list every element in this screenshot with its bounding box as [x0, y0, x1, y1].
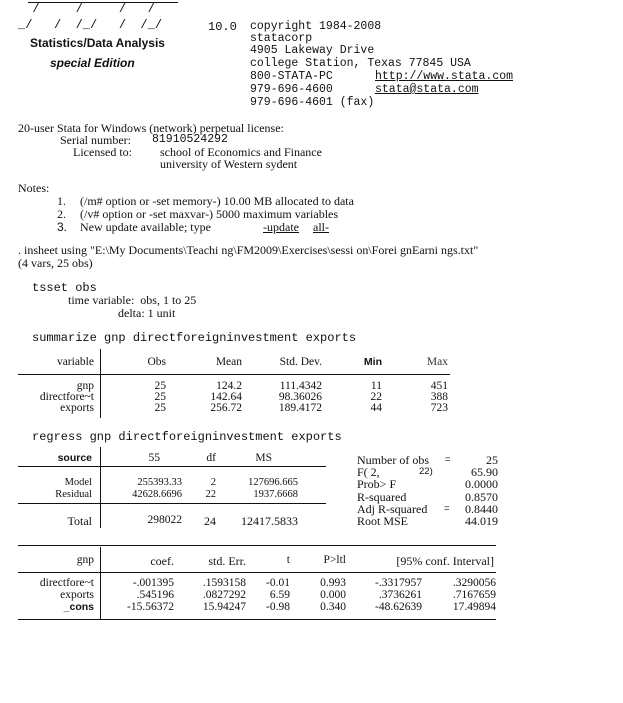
- coef-top-rule: [18, 545, 496, 546]
- anova-header-df: df: [206, 452, 216, 464]
- tsset-time-variable: time variable: obs, 1 to 25: [68, 293, 197, 307]
- coef-cell: -.3317957: [375, 577, 422, 589]
- anova-divider-h1: [18, 466, 326, 467]
- coef-cell: .3290056: [452, 577, 496, 589]
- coef-divider-h: [18, 572, 496, 573]
- logo-line-2: _/ / /_/ / /_/: [18, 18, 163, 32]
- summary-cell: 256.72: [210, 402, 242, 414]
- update-all-link[interactable]: all-: [313, 220, 329, 234]
- coef-cell: .0827292: [202, 589, 246, 601]
- summary-header-mean: Mean: [215, 356, 242, 368]
- coef-cell: .1593158: [202, 577, 246, 589]
- summary-cell: 142.64: [210, 391, 242, 403]
- summary-cell: 25: [154, 402, 166, 414]
- summary-cell: 189.4172: [278, 402, 322, 414]
- coef-header-t: t: [286, 554, 290, 566]
- update-command-link[interactable]: -update: [263, 220, 299, 234]
- notes-header: Notes:: [18, 181, 50, 195]
- fit-stat-value: 25: [486, 453, 498, 467]
- coef-cell: .3736261: [378, 589, 422, 601]
- version-number: 10.0: [208, 20, 237, 34]
- insheet-command: . insheet using "E:\My Documents\Teachi ng\FM2009\Exercises\sessi on\Forei gnEarni ngs.txt": [18, 243, 479, 257]
- phone-1: 800-STATA-PC: [250, 70, 333, 83]
- anova-total-ms: 12417.5833: [241, 514, 298, 528]
- note-3-text: New update available; type: [80, 220, 214, 234]
- insheet-result: (4 vars, 25 obs): [18, 256, 93, 270]
- anova-total-df: 24: [204, 514, 216, 528]
- coef-header-ci: [95% conf. Interval]: [396, 554, 494, 568]
- summary-header-obs: Obs: [147, 356, 166, 368]
- summary-cell: 25: [154, 391, 166, 403]
- anova-cell: 2: [210, 477, 216, 488]
- fit-stat-value: 65.90: [471, 465, 498, 480]
- summarize-command: summarize gnp directforeigninvestment exports: [32, 331, 357, 345]
- summary-cell: 22: [370, 391, 382, 403]
- tsset-delta: delta: 1 unit: [118, 306, 176, 320]
- note-2-text: (/v# option or -set maxvar-) 5000 maximum variables: [80, 207, 339, 221]
- coef-cell: .545196: [136, 589, 174, 601]
- edition-label: special Edition: [50, 56, 135, 70]
- note-3-number: 3.: [57, 220, 68, 234]
- coef-cell: 0.000: [320, 589, 346, 601]
- summary-cell: 44: [370, 402, 382, 414]
- summary-cell: 25: [154, 380, 166, 392]
- note-1-number: 1.: [57, 194, 66, 208]
- fit-stat-label: Number of obs: [357, 453, 429, 467]
- regress-command: regress gnp directforeigninvestment exports: [32, 430, 342, 444]
- fit-stat-value: 0.0000: [465, 477, 498, 492]
- anova-cell: 1937.6668: [253, 489, 298, 500]
- fax-number: 979-696-4601 (fax): [250, 96, 375, 109]
- summary-cell: 11: [370, 380, 382, 392]
- copyright-text: copyright 1984-2008: [250, 20, 382, 33]
- fit-stat-eq: 22): [419, 466, 433, 478]
- logo-line-1: / / / /: [18, 2, 155, 16]
- summary-cell: 388: [430, 391, 448, 403]
- coef-row-variable: exports: [60, 589, 94, 601]
- license-line: 20-user Stata for Windows (network) perpetual license:: [18, 121, 284, 135]
- coef-cell: .7167659: [452, 589, 496, 601]
- coef-cell: -48.62639: [375, 601, 422, 613]
- coef-cell: 15.94247: [202, 601, 246, 613]
- company-name: statacorp: [250, 32, 313, 45]
- note-2-number: 2.: [57, 207, 66, 221]
- fit-stat-label: F( 2,: [357, 465, 380, 480]
- coef-cell: -0.98: [266, 601, 290, 613]
- summary-header-sd: Std. Dev.: [279, 356, 322, 368]
- coef-header-p: P>ltl: [323, 554, 346, 566]
- summary-divider-h: [18, 374, 450, 375]
- company-address: 4905 Lakeway Drive: [250, 44, 375, 57]
- fit-stat-eq: =: [445, 454, 451, 465]
- fit-stat-label: Root MSE: [357, 514, 409, 528]
- coef-header-se: std. Err.: [208, 554, 246, 568]
- licensee-line-1: school of Economics and Finance: [160, 145, 322, 159]
- note-1-text: (/m# option or -set memory-) 10.00 MB allocated to data: [80, 194, 354, 208]
- serial-number: 81910524292: [152, 133, 228, 146]
- coef-cell: 17.49894: [452, 601, 496, 613]
- anova-header-source: source: [57, 452, 92, 464]
- anova-header-ms: MS: [255, 452, 272, 464]
- fit-stat-value: 0.8440: [465, 501, 498, 516]
- fit-stat-label: R-squared: [357, 489, 407, 504]
- email-link[interactable]: stata@stata.com: [375, 83, 479, 96]
- serial-label: Serial number:: [60, 133, 131, 147]
- fit-stat-label: Prob> F: [357, 477, 397, 492]
- coef-header-depvar: gnp: [76, 554, 94, 566]
- tsset-command: tsset obs: [32, 281, 97, 295]
- summary-cell: 98.36026: [278, 391, 322, 403]
- coef-row-variable: directfore~t: [39, 577, 94, 589]
- anova-total-label: Total: [67, 514, 92, 528]
- summary-header-min: Min: [363, 356, 382, 368]
- company-city: college Station, Texas 77845 USA: [250, 57, 471, 70]
- summary-header-variable: variable: [56, 356, 94, 368]
- phone-2: 979-696-4600: [250, 83, 333, 96]
- anova-divider-v: [100, 447, 101, 528]
- fit-stat-label: Adj R-squared: [357, 501, 428, 516]
- coef-row-variable: _cons: [63, 601, 94, 613]
- coef-cell: -.001395: [132, 577, 174, 589]
- fit-stat-value: 44.019: [465, 514, 498, 528]
- anova-cell: 42628.6696: [132, 489, 182, 500]
- anova-total-ss: 298022: [147, 514, 182, 526]
- anova-cell: 22: [205, 489, 216, 500]
- summary-cell: 451: [430, 380, 448, 392]
- coef-cell: -15.56372: [127, 601, 174, 613]
- fit-stat-value: 0.8570: [465, 489, 498, 504]
- product-name: Statistics/Data Analysis: [30, 36, 165, 50]
- summary-divider-v: [100, 349, 101, 418]
- summary-header-max: Max: [426, 356, 448, 368]
- summary-cell: 111.4342: [279, 380, 322, 392]
- coef-cell: 6.59: [269, 589, 290, 601]
- fit-stat-eq: =: [444, 502, 450, 514]
- summary-row-variable: gnp: [76, 380, 94, 392]
- anova-header-ss: 55: [148, 452, 160, 464]
- licensee-line-2: university of Western sydent: [160, 157, 298, 171]
- anova-row-source: Residual: [55, 489, 92, 500]
- anova-row-source: Model: [64, 477, 92, 488]
- coef-divider-v: [100, 547, 101, 620]
- summary-cell: 124.2: [216, 380, 242, 392]
- coef-header-coef: coef.: [150, 554, 174, 568]
- website-link[interactable]: http://www.stata.com: [375, 70, 514, 83]
- summary-cell: 723: [430, 402, 448, 414]
- licensed-to-label: Licensed to:: [73, 145, 132, 159]
- coef-cell: 0.340: [320, 601, 346, 613]
- summary-row-variable: exports: [60, 402, 94, 414]
- coef-cell: 0.993: [320, 577, 346, 589]
- summary-row-variable: directfore~t: [39, 391, 94, 403]
- anova-divider-h2: [18, 503, 326, 504]
- anova-cell: 127696.665: [248, 477, 298, 488]
- coef-bottom-rule: [18, 619, 496, 620]
- anova-cell: 255393.33: [137, 477, 182, 488]
- coef-cell: -0.01: [266, 577, 290, 589]
